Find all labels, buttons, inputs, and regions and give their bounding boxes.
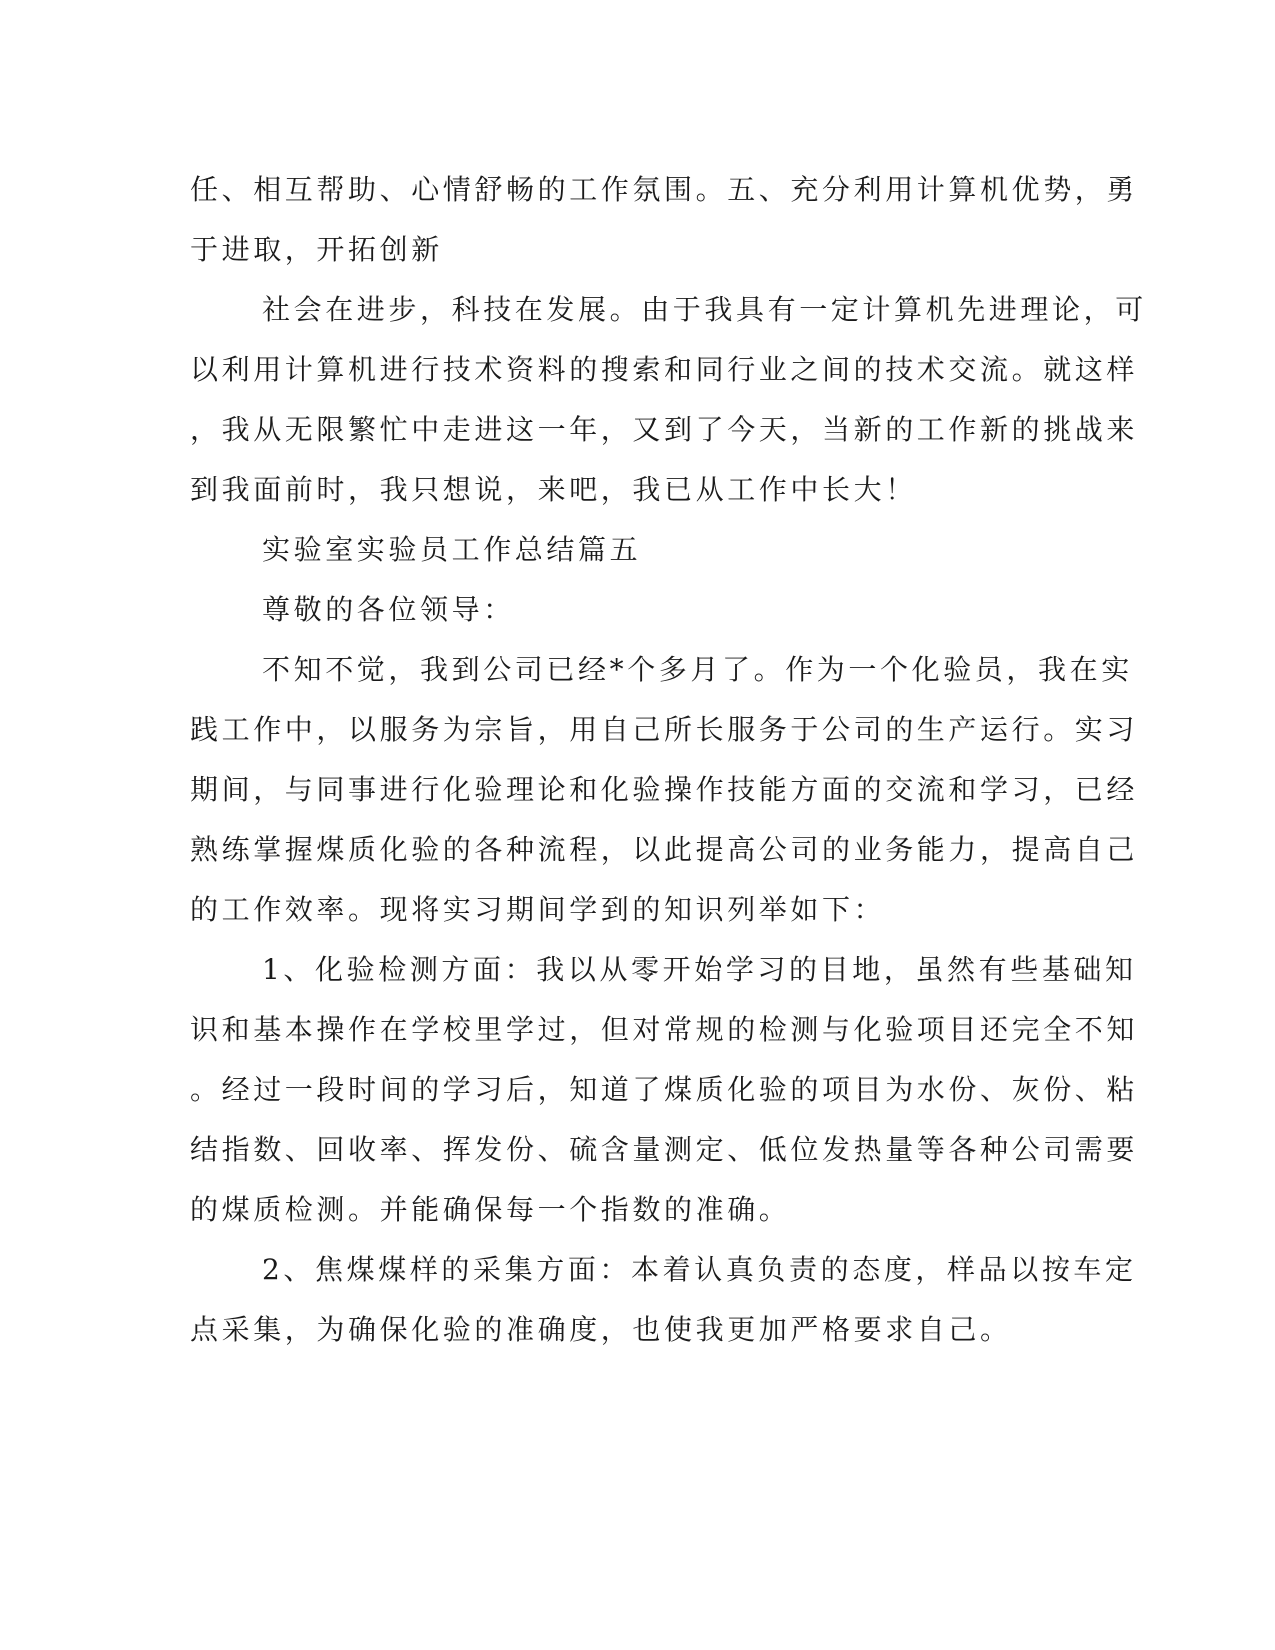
text-line: 社会在进步，科技在发展。由于我具有一定计算机先进理论，可 (262, 293, 1147, 326)
section-heading: 实验室实验员工作总结篇五 (262, 533, 642, 566)
text-line: 不知不觉，我到公司已经*个多月了。作为一个化验员，我在实 (262, 653, 1133, 686)
text-line: 。经过一段时间的学习后，知道了煤质化验的项目为水份、灰份、粘 (190, 1073, 1139, 1106)
text-line: 于进取，开拓创新 (190, 233, 443, 266)
text-line: 识和基本操作在学校里学过，但对常规的检测与化验项目还完全不知 (190, 1013, 1139, 1046)
text-line: 点采集，为确保化验的准确度，也使我更加严格要求自己。 (190, 1313, 1012, 1346)
list-item-text: 1、化验检测方面：我以从零开始学习的目地，虽然有些基础知 (262, 953, 1137, 986)
text-line: 的煤质检测。并能确保每一个指数的准确。 (190, 1193, 791, 1226)
text-line: 期间，与同事进行化验理论和化验操作技能方面的交流和学习，已经 (190, 773, 1139, 806)
text-line: 熟练掌握煤质化验的各种流程，以此提高公司的业务能力，提高自己 (190, 833, 1139, 866)
salutation: 尊敬的各位领导： (262, 593, 515, 626)
text-line: ，我从无限繁忙中走进这一年，又到了今天，当新的工作新的挑战来 (190, 413, 1139, 446)
list-item-text: 2、焦煤煤样的采集方面：本着认真负责的态度，样品以按车定 (262, 1253, 1137, 1286)
text-line: 任、相互帮助、心情舒畅的工作氛围。五、充分利用计算机优势，勇 (190, 173, 1139, 206)
text-line: 结指数、回收率、挥发份、硫含量测定、低位发热量等各种公司需要 (190, 1133, 1139, 1166)
text-line: 以利用计算机进行技术资料的搜索和同行业之间的技术交流。就这样 (190, 353, 1139, 386)
text-line: 的工作效率。现将实习期间学到的知识列举如下： (190, 893, 886, 926)
text-line: 践工作中，以服务为宗旨，用自己所长服务于公司的生产运行。实习 (190, 713, 1139, 746)
text-line: 到我面前时，我只想说，来吧，我已从工作中长大！ (190, 473, 917, 506)
document-body (190, 160, 1147, 1360)
